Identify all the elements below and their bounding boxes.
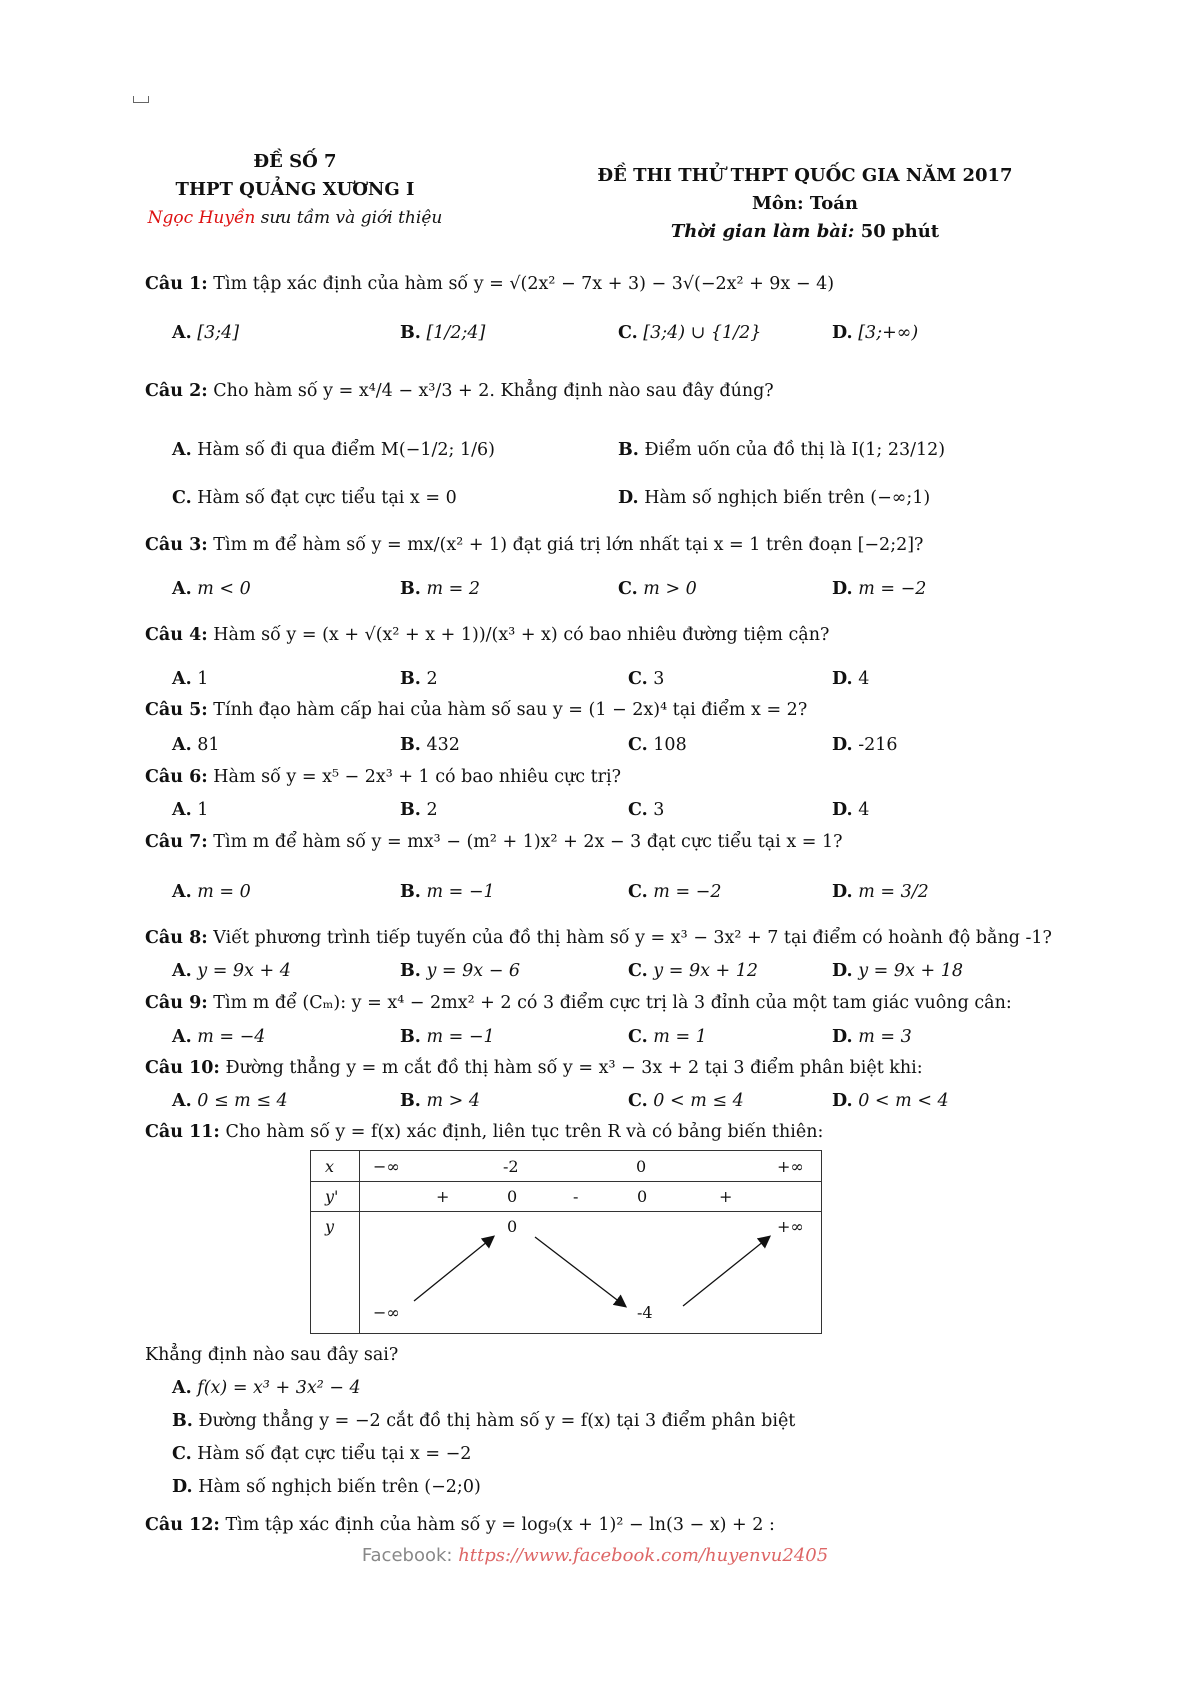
option-text: y = 9x − 6 <box>426 961 521 981</box>
option-letter: C. <box>618 579 638 599</box>
question-text: Cho hàm số y = x⁴/4 − x³/3 + 2. Khẳng định nào sau đây đúng? <box>207 381 774 401</box>
option-letter: B. <box>400 882 421 902</box>
question-label: Câu 4: <box>145 625 208 645</box>
option-2c[interactable] <box>172 485 457 511</box>
option-letter: D. <box>832 800 853 820</box>
question-label: Câu 9: <box>145 993 208 1013</box>
option-letter: D. <box>832 882 853 902</box>
option-5b[interactable] <box>400 732 460 758</box>
question-8 <box>145 925 1052 951</box>
option-1d[interactable] <box>832 320 918 346</box>
option-text: y = 9x + 4 <box>197 961 291 981</box>
option-3b[interactable] <box>400 576 480 602</box>
option-text: y = 9x + 18 <box>858 961 963 981</box>
option-letter: D. <box>172 1477 193 1497</box>
option-letter: B. <box>400 961 421 981</box>
option-text: 3 <box>653 669 665 689</box>
x-zero: 0 <box>636 1157 647 1176</box>
option-text: -216 <box>858 735 898 755</box>
option-5a[interactable] <box>172 732 220 758</box>
option-text: m = 1 <box>653 1027 707 1047</box>
question-9 <box>145 990 1012 1016</box>
option-text: 81 <box>197 735 220 755</box>
option-text: 2 <box>426 800 438 820</box>
option-9b[interactable] <box>400 1024 495 1050</box>
option-3a[interactable] <box>172 576 251 602</box>
option-letter: C. <box>172 1444 192 1464</box>
variation-table <box>310 1150 822 1334</box>
header-left <box>130 148 460 232</box>
option-letter: C. <box>628 882 648 902</box>
option-letter: B. <box>400 1091 421 1111</box>
question-text: Tìm tập xác định của hàm số y = log₉(x + 1)² − ln(3 − x) + 2 : <box>219 1515 775 1535</box>
question-text: Hàm số y = x⁵ − 2x³ + 1 có bao nhiêu cực trị? <box>207 767 622 787</box>
option-text: Đường thẳng y = −2 cắt đồ thị hàm số y = f(x) tại 3 điểm phân biệt <box>198 1411 796 1431</box>
option-10b[interactable] <box>400 1088 480 1114</box>
question-2 <box>145 378 774 404</box>
option-letter: B. <box>400 735 421 755</box>
option-letter: D. <box>832 323 853 343</box>
option-letter: B. <box>400 323 421 343</box>
option-11c[interactable] <box>172 1441 471 1467</box>
question-text: Cho hàm số y = f(x) xác định, liên tục trên R và có bảng biến thiên: <box>219 1122 824 1142</box>
option-letter: A. <box>172 882 192 902</box>
question-10 <box>145 1055 923 1081</box>
question-label: Câu 8: <box>145 928 208 948</box>
option-letter: C. <box>628 1027 648 1047</box>
option-6b[interactable] <box>400 797 438 823</box>
exam-title: ĐỀ THI THỬ THPT QUỐC GIA NĂM 2017 <box>597 165 1013 186</box>
option-6d[interactable] <box>832 797 869 823</box>
row-label-yprime: y' <box>325 1187 339 1206</box>
option-text: Hàm số đạt cực tiểu tại x = −2 <box>197 1444 472 1464</box>
option-5d[interactable] <box>832 732 898 758</box>
question-label: Câu 7: <box>145 832 208 852</box>
option-letter: A. <box>172 1378 192 1398</box>
subject-line <box>590 190 1020 218</box>
option-7c[interactable] <box>628 879 721 905</box>
option-letter: B. <box>618 440 639 460</box>
option-7a[interactable] <box>172 879 251 905</box>
option-text: 0 < m < 4 <box>858 1091 949 1111</box>
option-letter: D. <box>618 488 639 508</box>
option-letter: A. <box>172 800 192 820</box>
credit-line <box>130 204 460 232</box>
option-1b[interactable] <box>400 320 485 346</box>
question-text: Viết phương trình tiếp tuyến của đồ thị hàm số y = x³ − 3x² + 7 tại điểm có hoành độ bằng -1? <box>207 928 1052 948</box>
option-text: f(x) = x³ + 3x² − 4 <box>197 1378 361 1398</box>
option-letter: A. <box>172 735 192 755</box>
question-text: Tìm m để hàm số y = mx³ − (m² + 1)x² + 2x − 3 đạt cực tiểu tại x = 1? <box>207 832 843 852</box>
option-text: 108 <box>653 735 687 755</box>
option-text: Hàm số nghịch biến trên (−2;0) <box>198 1477 481 1497</box>
option-text: m = −4 <box>197 1027 266 1047</box>
subject-label: Môn: <box>751 193 804 214</box>
option-text: m > 0 <box>643 579 697 599</box>
time-line <box>590 218 1020 246</box>
option-text: m = −1 <box>426 882 495 902</box>
subject: Toán <box>809 193 859 214</box>
question-11-prompt: Khẳng định nào sau đây sai? <box>145 1345 399 1365</box>
option-8a[interactable] <box>172 958 291 984</box>
option-text: 4 <box>858 669 870 689</box>
option-text: m = 0 <box>197 882 251 902</box>
credit-rest: sưu tầm và giới thiệu <box>255 208 443 228</box>
option-text: m = −2 <box>653 882 722 902</box>
question-text: Tìm m để hàm số y = mx/(x² + 1) đạt giá trị lớn nhất tại x = 1 trên đoạn [−2;2]? <box>207 535 924 555</box>
option-letter: D. <box>832 669 853 689</box>
option-2a[interactable] <box>172 437 495 463</box>
option-letter: C. <box>628 961 648 981</box>
x-minus-2: -2 <box>503 1157 519 1176</box>
option-8c[interactable] <box>628 958 758 984</box>
question-label: Câu 6: <box>145 767 208 787</box>
arrow-up-2 <box>683 1237 769 1306</box>
option-10d[interactable] <box>832 1088 949 1114</box>
x-pos-inf: +∞ <box>777 1157 804 1176</box>
question-text: Tính đạo hàm cấp hai của hàm số sau y = (1 − 2x)⁴ tại điểm x = 2? <box>207 700 808 720</box>
option-text: 0 ≤ m ≤ 4 <box>197 1091 288 1111</box>
option-letter: C. <box>618 323 638 343</box>
option-4a[interactable] <box>172 666 208 692</box>
option-letter: D. <box>832 579 853 599</box>
question-label: Câu 12: <box>145 1515 220 1535</box>
option-9c[interactable] <box>628 1024 707 1050</box>
option-text: 1 <box>197 800 209 820</box>
option-10c[interactable] <box>628 1088 744 1114</box>
x-neg-inf: −∞ <box>373 1157 400 1176</box>
option-letter: B. <box>400 579 421 599</box>
footer <box>0 1545 1190 1566</box>
question-text: Tìm m để (Cₘ): y = x⁴ − 2mx² + 2 có 3 điểm cực trị là 3 đỉnh của một tam giác vuông cân: <box>207 993 1012 1013</box>
option-text: 0 < m ≤ 4 <box>653 1091 744 1111</box>
option-letter: B. <box>400 669 421 689</box>
option-7d[interactable] <box>832 879 929 905</box>
option-text: m = −1 <box>426 1027 495 1047</box>
option-6c[interactable] <box>628 797 664 823</box>
option-11b[interactable] <box>172 1408 795 1434</box>
question-label: Câu 10: <box>145 1058 220 1078</box>
header-right <box>590 162 1020 246</box>
row-label-y: y <box>325 1217 335 1236</box>
arrow-up-1 <box>414 1237 493 1301</box>
option-text: 432 <box>426 735 460 755</box>
option-4c[interactable] <box>628 666 664 692</box>
option-text: m = −2 <box>858 579 927 599</box>
credit-name: Ngọc Huyền <box>147 208 256 228</box>
option-letter: D. <box>832 1091 853 1111</box>
option-letter: A. <box>172 961 192 981</box>
exam-number: ĐỀ SỐ 7 <box>253 151 337 172</box>
option-6a[interactable] <box>172 797 208 823</box>
option-text: m < 0 <box>197 579 251 599</box>
option-letter: C. <box>628 735 648 755</box>
y-neg-inf: −∞ <box>373 1303 400 1322</box>
option-letter: C. <box>628 800 648 820</box>
option-letter: D. <box>832 735 853 755</box>
option-letter: A. <box>172 669 192 689</box>
option-text: Hàm số đi qua điểm M(−1/2; 1/6) <box>197 440 495 460</box>
yprime-zero-2: 0 <box>637 1187 648 1206</box>
option-4d[interactable] <box>832 666 869 692</box>
question-7 <box>145 829 843 855</box>
school-name: THPT QUẢNG XƯƠNG I <box>175 179 415 200</box>
question-label: Câu 1: <box>145 274 208 294</box>
question-1 <box>145 271 834 297</box>
yprime-zero-1: 0 <box>507 1187 518 1206</box>
option-5c[interactable] <box>628 732 687 758</box>
option-text: m > 4 <box>426 1091 480 1111</box>
option-3c[interactable] <box>618 576 697 602</box>
option-text: [3;4] <box>197 323 240 343</box>
footer-label: Facebook: <box>361 1545 459 1566</box>
question-text: Tìm tập xác định của hàm số y = √(2x² − 7x + 3) − 3√(−2x² + 9x − 4) <box>207 274 835 294</box>
option-letter: D. <box>832 1027 853 1047</box>
option-letter: D. <box>832 961 853 981</box>
yprime-sign-2: - <box>573 1187 579 1206</box>
question-4 <box>145 622 829 648</box>
question-label: Câu 3: <box>145 535 208 555</box>
option-text: m = 2 <box>426 579 480 599</box>
question-6 <box>145 764 621 790</box>
option-1a[interactable] <box>172 320 239 346</box>
option-text: [1/2;4] <box>426 323 486 343</box>
question-label: Câu 5: <box>145 700 208 720</box>
option-letter: A. <box>172 579 192 599</box>
option-2d[interactable] <box>618 485 930 511</box>
variation-arrows <box>311 1151 821 1333</box>
option-letter: A. <box>172 1091 192 1111</box>
option-letter: A. <box>172 440 192 460</box>
yprime-sign-1: + <box>436 1187 450 1206</box>
option-letter: A. <box>172 1027 192 1047</box>
option-text: [3;4) ∪ {1/2} <box>643 323 762 343</box>
option-text: 4 <box>858 800 870 820</box>
option-letter: B. <box>172 1411 193 1431</box>
option-9a[interactable] <box>172 1024 265 1050</box>
option-text: y = 9x + 12 <box>653 961 759 981</box>
option-text: [3;+∞) <box>858 323 919 343</box>
option-1c[interactable] <box>618 320 761 346</box>
option-9d[interactable] <box>832 1024 912 1050</box>
question-11 <box>145 1119 823 1145</box>
question-text: Hàm số y = (x + √(x² + x + 1))/(x³ + x) có bao nhiêu đường tiệm cận? <box>207 625 830 645</box>
option-text: 3 <box>653 800 665 820</box>
question-3 <box>145 532 923 558</box>
option-3d[interactable] <box>832 576 926 602</box>
option-text: m = 3/2 <box>858 882 929 902</box>
option-11a[interactable] <box>172 1375 361 1401</box>
question-12 <box>145 1512 775 1538</box>
option-text: 1 <box>197 669 209 689</box>
option-text: m = 3 <box>858 1027 912 1047</box>
question-label: Câu 11: <box>145 1122 220 1142</box>
y-min-value: -4 <box>637 1303 653 1322</box>
option-letter: C. <box>628 669 648 689</box>
option-text: Hàm số đạt cực tiểu tại x = 0 <box>197 488 457 508</box>
option-text: Hàm số nghịch biến trên (−∞;1) <box>644 488 931 508</box>
option-letter: C. <box>628 1091 648 1111</box>
time-label: Thời gian làm bài: <box>670 221 855 242</box>
arrow-down <box>535 1237 625 1306</box>
question-label: Câu 2: <box>145 381 208 401</box>
option-text: 2 <box>426 669 438 689</box>
facebook-link[interactable]: https://www.facebook.com/huyenvu2405 <box>458 1545 829 1566</box>
option-text: Điểm uốn của đồ thị là I(1; 23/12) <box>644 440 946 460</box>
y-max-value: 0 <box>507 1217 518 1236</box>
corner-mark <box>133 96 149 103</box>
row-label-x: x <box>325 1157 335 1176</box>
option-8d[interactable] <box>832 958 963 984</box>
question-text: Đường thẳng y = m cắt đồ thị hàm số y = x³ − 3x + 2 tại 3 điểm phân biệt khi: <box>219 1058 923 1078</box>
option-letter: B. <box>400 1027 421 1047</box>
option-2b[interactable] <box>618 437 945 463</box>
option-letter: C. <box>172 488 192 508</box>
option-letter: B. <box>400 800 421 820</box>
option-4b[interactable] <box>400 666 438 692</box>
yprime-sign-3: + <box>719 1187 733 1206</box>
question-5 <box>145 697 807 723</box>
time-value: 50 phút <box>860 221 940 242</box>
option-10a[interactable] <box>172 1088 288 1114</box>
y-pos-inf: +∞ <box>777 1217 804 1236</box>
option-letter: A. <box>172 323 192 343</box>
option-7b[interactable] <box>400 879 495 905</box>
option-8b[interactable] <box>400 958 520 984</box>
option-11d[interactable] <box>172 1474 481 1500</box>
